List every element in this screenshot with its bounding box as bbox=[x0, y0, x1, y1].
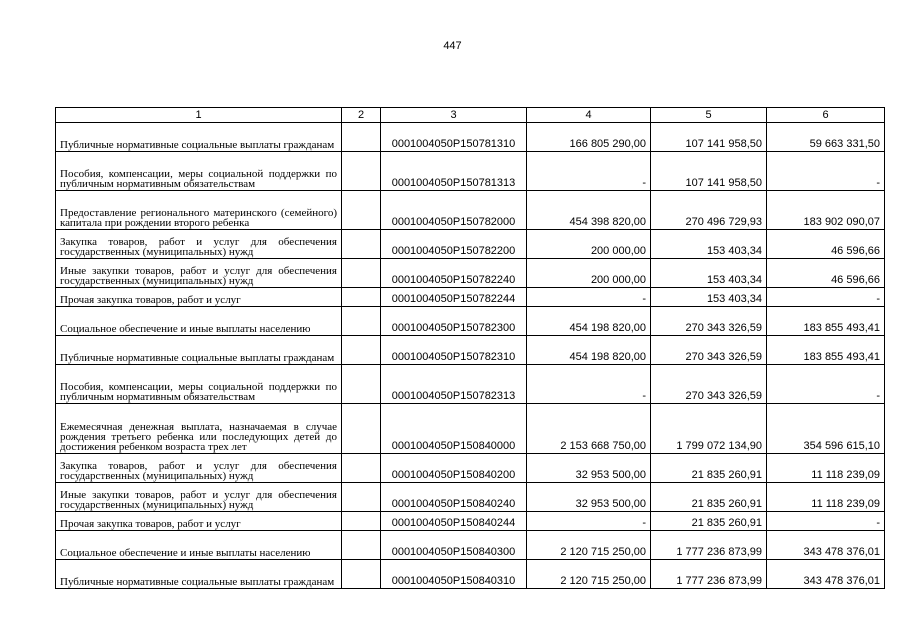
row-value-5-cell: 1 777 236 873,99 bbox=[651, 531, 767, 560]
table-row bbox=[56, 152, 885, 191]
row-col2-cell bbox=[342, 531, 381, 560]
row-col2-cell bbox=[342, 152, 381, 191]
table-row bbox=[56, 483, 885, 512]
table-row bbox=[56, 259, 885, 288]
row-value-5-cell: 1 777 236 873,99 bbox=[651, 560, 767, 589]
row-code-cell: 0001004050P150782244 bbox=[381, 288, 527, 307]
row-value-4-cell: 2 120 715 250,00 bbox=[527, 560, 651, 589]
row-code-cell: 0001004050P150840240 bbox=[381, 483, 527, 512]
row-value-4-cell: 454 398 820,00 bbox=[527, 191, 651, 230]
row-col2-cell bbox=[342, 191, 381, 230]
column-header-4: 4 bbox=[527, 108, 651, 123]
row-col2-cell bbox=[342, 454, 381, 483]
table-row bbox=[56, 531, 885, 560]
table-row bbox=[56, 560, 885, 589]
row-name-cell: Пособия, компенсации, меры социальной поддержки по публичным нормативным обязательствам bbox=[56, 365, 342, 404]
row-value-6-cell: - bbox=[767, 152, 885, 191]
row-col2-cell bbox=[342, 560, 381, 589]
row-value-6-cell: 183 902 090,07 bbox=[767, 191, 885, 230]
row-col2-cell bbox=[342, 365, 381, 404]
row-name-cell: Публичные нормативные социальные выплаты гражданам bbox=[56, 123, 342, 152]
row-value-5-cell: 21 835 260,91 bbox=[651, 512, 767, 531]
row-value-4-cell: - bbox=[527, 152, 651, 191]
row-code-cell: 0001004050P150781310 bbox=[381, 123, 527, 152]
row-name-cell: Пособия, компенсации, меры социальной поддержки по публичным нормативным обязательствам bbox=[56, 152, 342, 191]
row-value-5-cell: 107 141 958,50 bbox=[651, 152, 767, 191]
table-row bbox=[56, 230, 885, 259]
row-value-6-cell: 46 596,66 bbox=[767, 230, 885, 259]
table-row bbox=[56, 288, 885, 307]
row-value-4-cell: 454 198 820,00 bbox=[527, 307, 651, 336]
row-value-6-cell: 354 596 615,10 bbox=[767, 404, 885, 454]
row-value-6-cell: 11 118 239,09 bbox=[767, 483, 885, 512]
row-value-4-cell: 32 953 500,00 bbox=[527, 454, 651, 483]
row-name-cell: Социальное обеспечение и иные выплаты населению bbox=[56, 531, 342, 560]
row-value-4-cell: - bbox=[527, 512, 651, 531]
row-value-4-cell: - bbox=[527, 288, 651, 307]
row-value-4-cell: 32 953 500,00 bbox=[527, 483, 651, 512]
row-col2-cell bbox=[342, 512, 381, 531]
table-row bbox=[56, 404, 885, 454]
row-name-cell: Прочая закупка товаров, работ и услуг bbox=[56, 288, 342, 307]
column-header-5: 5 bbox=[651, 108, 767, 123]
row-value-5-cell: 107 141 958,50 bbox=[651, 123, 767, 152]
row-name-cell: Ежемесячная денежная выплата, назначаемая в случае рождения третьего ребенка или последующих детей до достижения ребенком возраста трех лет bbox=[56, 404, 342, 454]
row-value-4-cell: 200 000,00 bbox=[527, 259, 651, 288]
row-value-5-cell: 21 835 260,91 bbox=[651, 454, 767, 483]
row-value-6-cell: 11 118 239,09 bbox=[767, 454, 885, 483]
row-value-6-cell: 46 596,66 bbox=[767, 259, 885, 288]
row-value-4-cell: 2 120 715 250,00 bbox=[527, 531, 651, 560]
row-value-4-cell: - bbox=[527, 365, 651, 404]
row-value-6-cell: 183 855 493,41 bbox=[767, 336, 885, 365]
row-value-5-cell: 270 343 326,59 bbox=[651, 336, 767, 365]
row-code-cell: 0001004050P150840310 bbox=[381, 560, 527, 589]
row-code-cell: 0001004050P150840000 bbox=[381, 404, 527, 454]
row-value-4-cell: 454 198 820,00 bbox=[527, 336, 651, 365]
row-value-6-cell: - bbox=[767, 512, 885, 531]
table-row bbox=[56, 336, 885, 365]
row-name-cell: Публичные нормативные социальные выплаты гражданам bbox=[56, 560, 342, 589]
row-code-cell: 0001004050P150782313 bbox=[381, 365, 527, 404]
row-value-5-cell: 270 343 326,59 bbox=[651, 365, 767, 404]
row-value-5-cell: 153 403,34 bbox=[651, 259, 767, 288]
table-row bbox=[56, 512, 885, 531]
column-number-row bbox=[56, 108, 885, 123]
row-value-6-cell: - bbox=[767, 365, 885, 404]
row-code-cell: 0001004050P150781313 bbox=[381, 152, 527, 191]
row-value-4-cell: 2 153 668 750,00 bbox=[527, 404, 651, 454]
row-col2-cell bbox=[342, 230, 381, 259]
table-row bbox=[56, 454, 885, 483]
row-code-cell: 0001004050P150840200 bbox=[381, 454, 527, 483]
column-header-2: 2 bbox=[342, 108, 381, 123]
row-code-cell: 0001004050P150840244 bbox=[381, 512, 527, 531]
row-col2-cell bbox=[342, 483, 381, 512]
row-value-6-cell: - bbox=[767, 288, 885, 307]
row-value-5-cell: 153 403,34 bbox=[651, 288, 767, 307]
row-name-cell: Закупка товаров, работ и услуг для обеспечения государственных (муниципальных) нужд bbox=[56, 454, 342, 483]
table-row bbox=[56, 191, 885, 230]
budget-table bbox=[55, 107, 885, 589]
row-value-5-cell: 1 799 072 134,90 bbox=[651, 404, 767, 454]
row-name-cell: Прочая закупка товаров, работ и услуг bbox=[56, 512, 342, 531]
row-code-cell: 0001004050P150840300 bbox=[381, 531, 527, 560]
row-code-cell: 0001004050P150782240 bbox=[381, 259, 527, 288]
table-row bbox=[56, 365, 885, 404]
row-name-cell: Закупка товаров, работ и услуг для обеспечения государственных (муниципальных) нужд bbox=[56, 230, 342, 259]
column-header-6: 6 bbox=[767, 108, 885, 123]
row-code-cell: 0001004050P150782300 bbox=[381, 307, 527, 336]
row-name-cell: Иные закупки товаров, работ и услуг для обеспечения государственных (муниципальных) нужд bbox=[56, 259, 342, 288]
column-header-3: 3 bbox=[381, 108, 527, 123]
row-col2-cell bbox=[342, 404, 381, 454]
row-name-cell: Предоставление регионального материнского (семейного) капитала при рождении второго ребенка bbox=[56, 191, 342, 230]
row-value-4-cell: 200 000,00 bbox=[527, 230, 651, 259]
row-value-6-cell: 59 663 331,50 bbox=[767, 123, 885, 152]
row-name-cell: Социальное обеспечение и иные выплаты населению bbox=[56, 307, 342, 336]
row-value-5-cell: 270 343 326,59 bbox=[651, 307, 767, 336]
row-name-cell: Публичные нормативные социальные выплаты гражданам bbox=[56, 336, 342, 365]
row-col2-cell bbox=[342, 307, 381, 336]
row-code-cell: 0001004050P150782200 bbox=[381, 230, 527, 259]
page-number: 447 bbox=[443, 40, 462, 52]
column-header-1: 1 bbox=[56, 108, 342, 123]
row-col2-cell bbox=[342, 259, 381, 288]
table-row bbox=[56, 123, 885, 152]
row-col2-cell bbox=[342, 123, 381, 152]
row-code-cell: 0001004050P150782310 bbox=[381, 336, 527, 365]
row-col2-cell bbox=[342, 336, 381, 365]
row-code-cell: 0001004050P150782000 bbox=[381, 191, 527, 230]
row-value-6-cell: 343 478 376,01 bbox=[767, 560, 885, 589]
table-row bbox=[56, 307, 885, 336]
row-value-4-cell: 166 805 290,00 bbox=[527, 123, 651, 152]
row-value-5-cell: 270 496 729,93 bbox=[651, 191, 767, 230]
row-col2-cell bbox=[342, 288, 381, 307]
row-name-cell: Иные закупки товаров, работ и услуг для обеспечения государственных (муниципальных) нужд bbox=[56, 483, 342, 512]
row-value-6-cell: 343 478 376,01 bbox=[767, 531, 885, 560]
row-value-5-cell: 153 403,34 bbox=[651, 230, 767, 259]
row-value-5-cell: 21 835 260,91 bbox=[651, 483, 767, 512]
row-value-6-cell: 183 855 493,41 bbox=[767, 307, 885, 336]
